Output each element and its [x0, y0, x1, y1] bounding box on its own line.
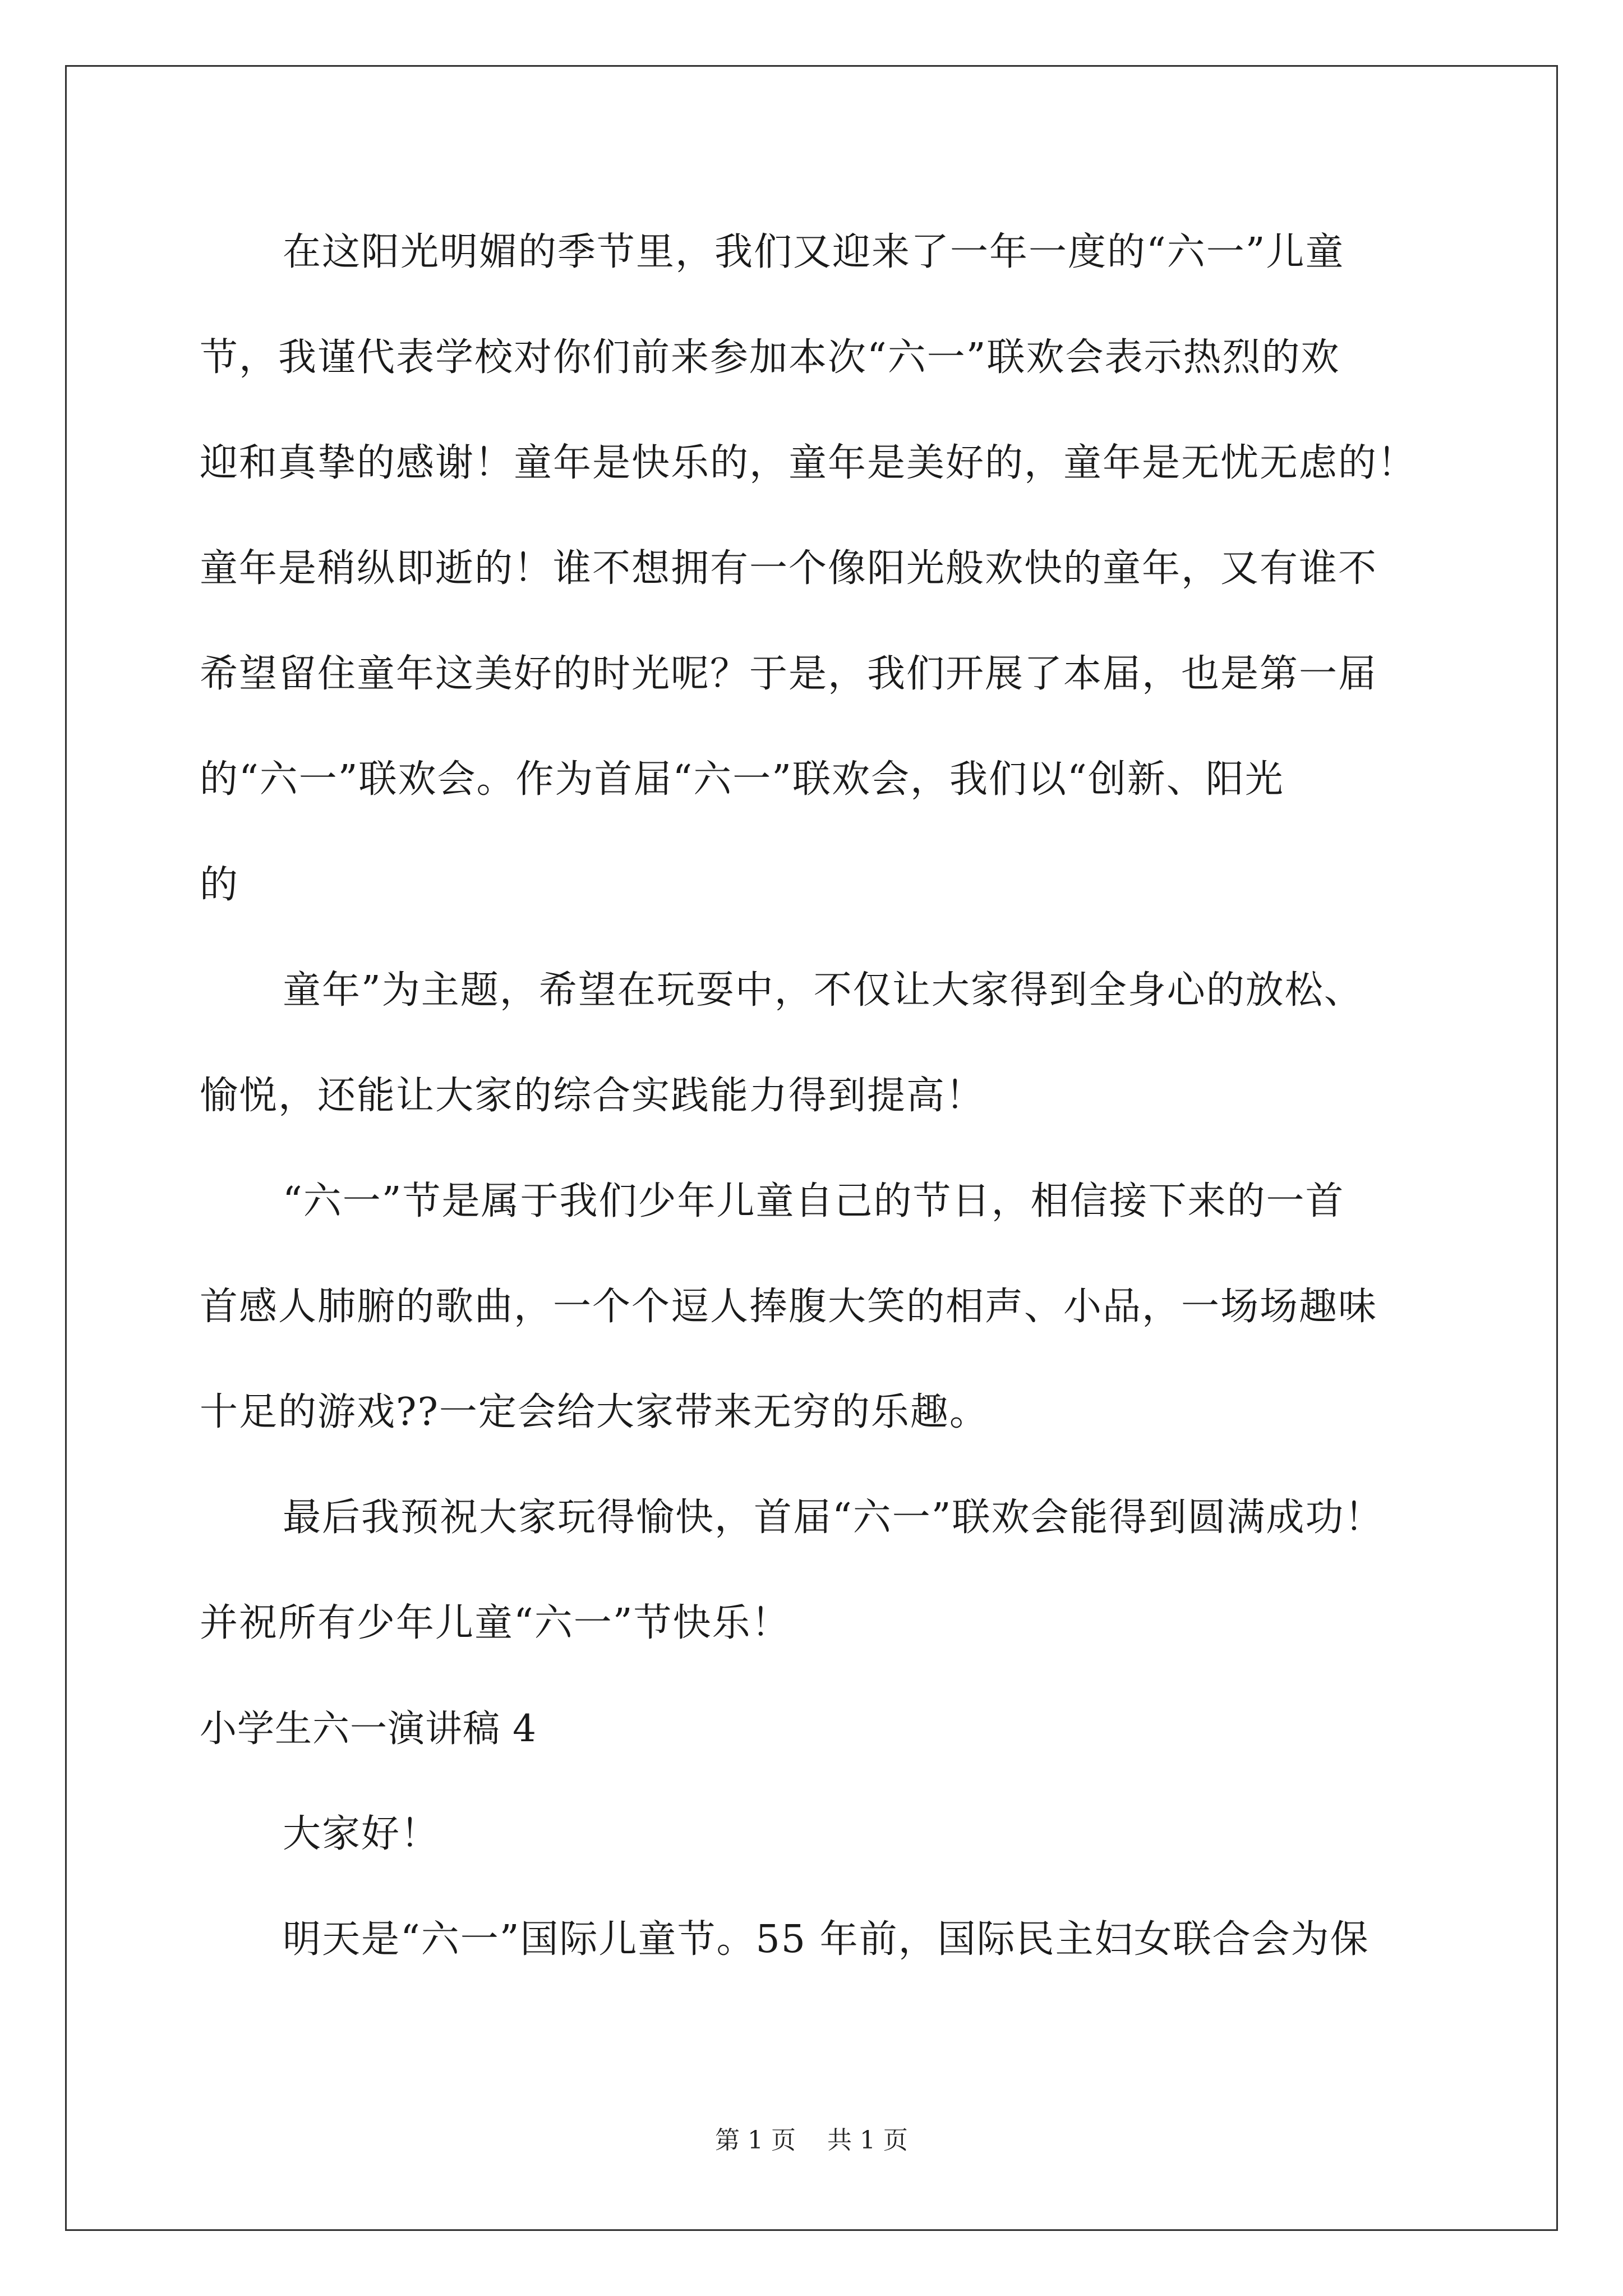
paragraph-line: 大家好！ [283, 1812, 440, 1856]
page-footer: 第 1 页 共 1 页 [715, 2126, 908, 2155]
paragraph-line: 童年”为主题，希望在玩耍中，不仅让大家得到全身心的放松、 [283, 968, 1363, 1013]
section-heading: 小学生六一演讲稿 4 [200, 1707, 537, 1750]
paragraph-line: “六一”节是属于我们少年儿童自己的节日，相信接下来的一首 [283, 1179, 1345, 1223]
paragraph-line: 希望留住童年这美好的时光呢？于是，我们开展了本届，也是第一届 [200, 652, 1378, 696]
page-border [65, 65, 1558, 2231]
paragraph-line: 明天是“六一”国际儿童节。55 年前，国际民主妇女联合会为保 [283, 1917, 1370, 1962]
paragraph-line: 十足的游戏??一定会给大家带来无穷的乐趣。 [200, 1390, 989, 1434]
paragraph-line: 愉悦，还能让大家的综合实践能力得到提高！ [200, 1074, 985, 1118]
paragraph-line: 节，我谨代表学校对你们前来参加本次“六一”联欢会表示热烈的欢 [200, 335, 1340, 380]
paragraph-line: 最后我预祝大家玩得愉快，首届“六一”联欢会能得到圆满成功！ [283, 1496, 1384, 1540]
paragraph-line: 迎和真挚的感谢！童年是快乐的，童年是美好的，童年是无忧无虑的！ [200, 441, 1417, 485]
paragraph-line: 童年是稍纵即逝的！谁不想拥有一个像阳光般欢快的童年，又有谁不 [200, 546, 1378, 591]
paragraph-line: 在这阳光明媚的季节里，我们又迎来了一年一度的“六一”儿童 [283, 230, 1345, 274]
paragraph-line: 的 [200, 863, 239, 907]
paragraph-line: 首感人肺腑的歌曲，一个个逗人捧腹大笑的相声、小品，一场场趣味 [200, 1285, 1378, 1329]
paragraph-line: 的“六一”联欢会。作为首届“六一”联欢会，我们以“创新、阳光 [200, 757, 1284, 802]
paragraph-line: 并祝所有少年儿童“六一”节快乐！ [200, 1601, 791, 1645]
